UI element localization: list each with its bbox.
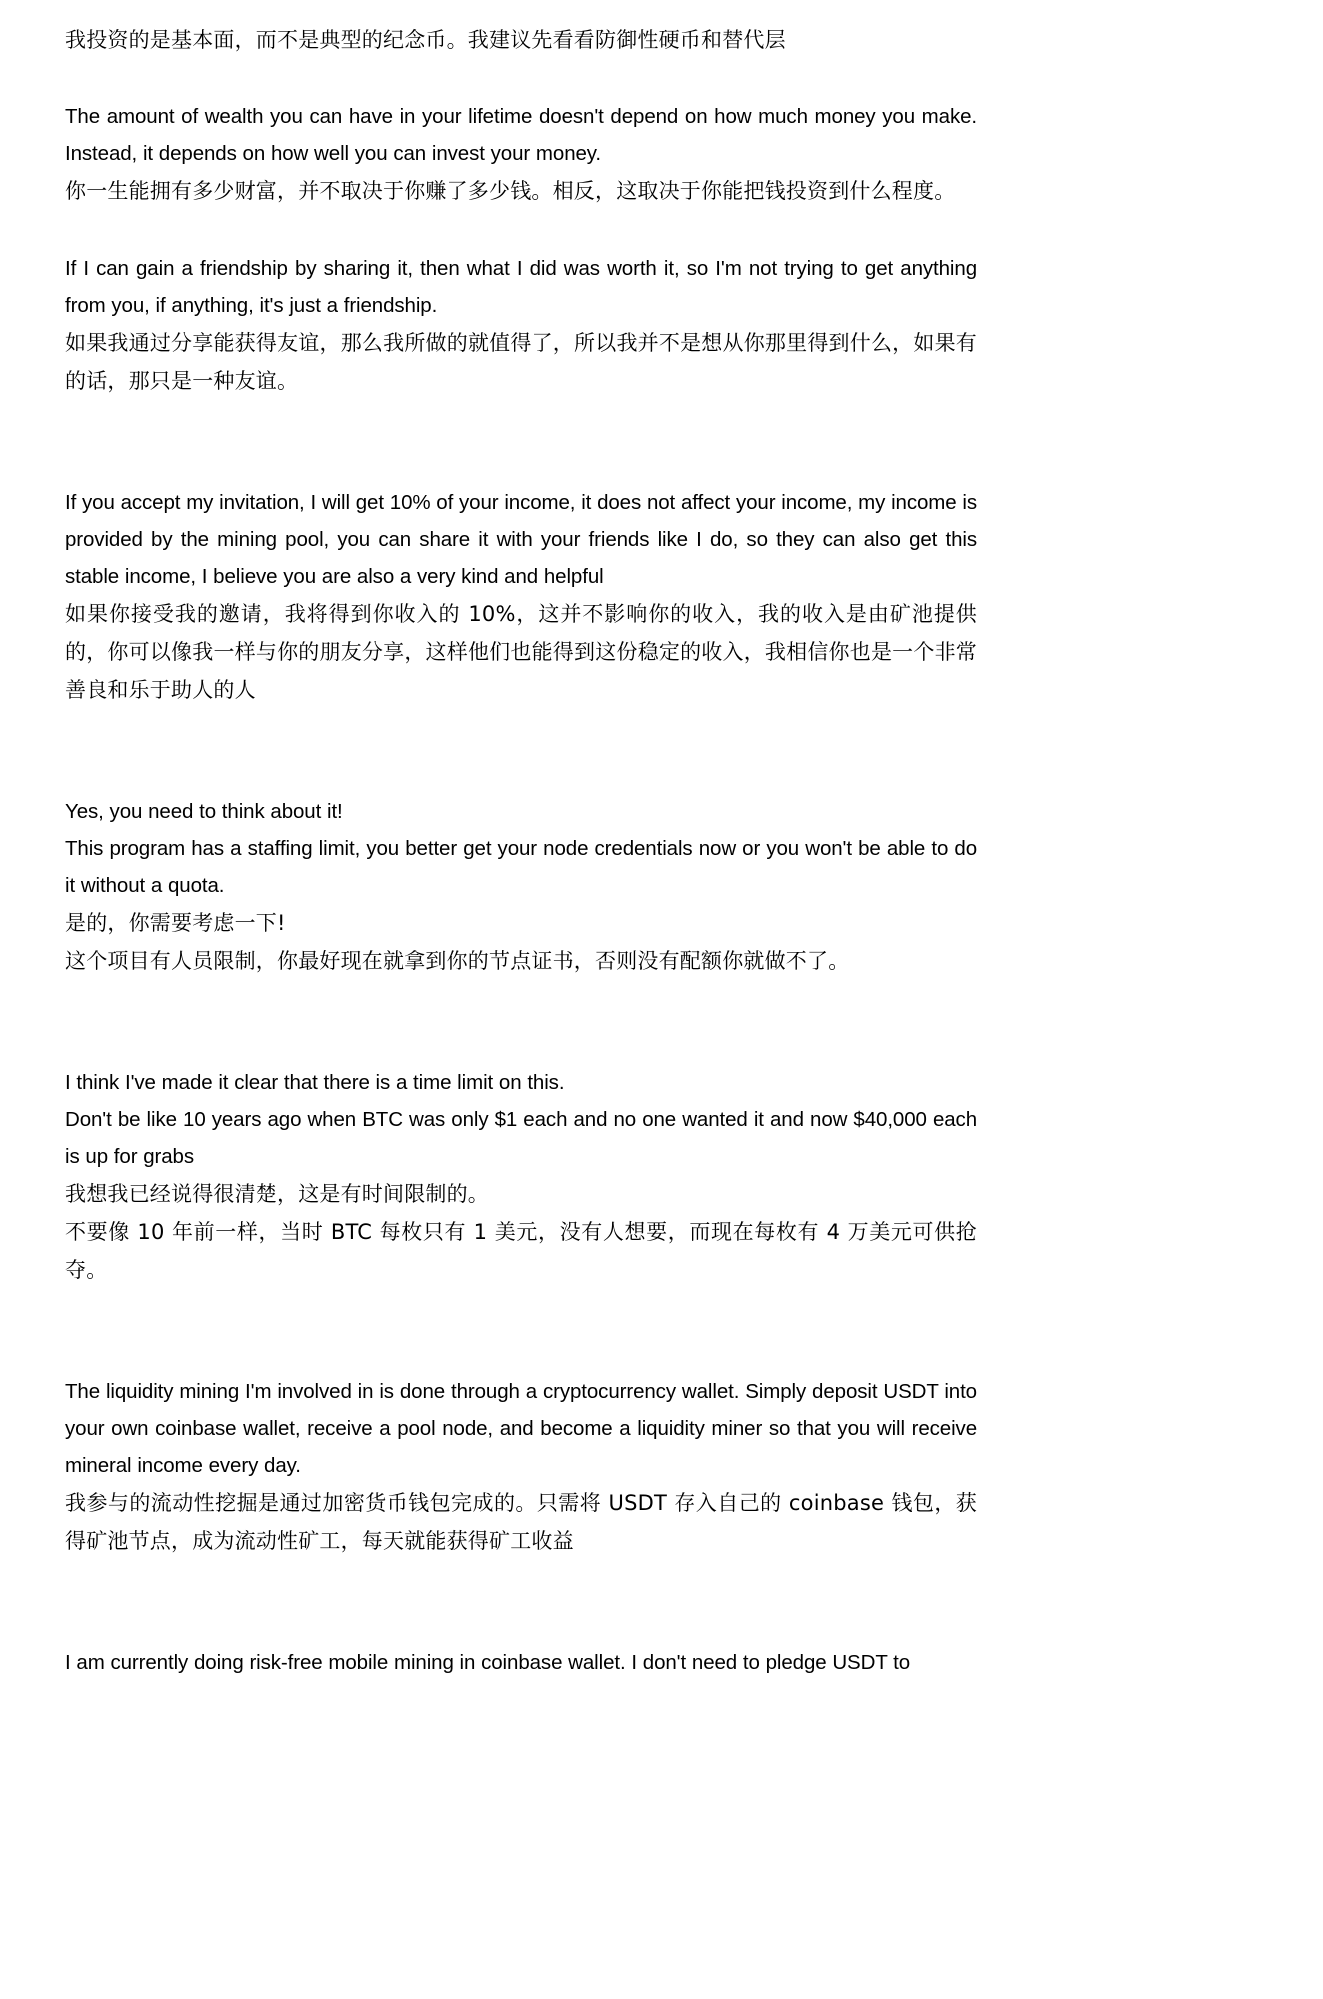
paragraph-think-zh-2: 这个项目有人员限制，你最好现在就拿到你的节点证书，否则没有配额你就做不了。 — [65, 949, 850, 973]
paragraph-intro-zh: 我投资的是基本面，而不是典型的纪念币。我建议先看看防御性硬币和替代层 — [65, 28, 786, 52]
paragraph-think-en-1: Yes, you need to think about it! — [65, 800, 343, 823]
spacer — [65, 709, 977, 793]
spacer — [65, 210, 977, 250]
paragraph-timelimit-zh-2: 不要像 10 年前一样，当时 BTC 每枚只有 1 美元，没有人想要，而现在每枚有 4 万美元可供抢夺。 — [65, 1220, 977, 1282]
paragraph-timelimit-en-1: I think I've made it clear that there is a time limit on this. — [65, 1071, 565, 1094]
paragraph-invitation-en: If you accept my invitation, I will get 10% of your income, it does not affect your income, my income is provided by the mining pool, you can share it with your friends like I do, so they can also get this stable income, I believe you are also a very kind and helpful — [65, 491, 977, 588]
paragraph-friendship-en: If I can gain a friendship by sharing it, then what I did was worth it, so I'm not trying to get anything from you, if anything, it's just a friendship. — [65, 257, 977, 317]
text-column — [65, 22, 977, 1681]
paragraph-invitation-zh: 如果你接受我的邀请，我将得到你收入的 10%，这并不影响你的收入，我的收入是由矿池提供的，你可以像我一样与你的朋友分享，这样他们也能得到这份稳定的收入，我相信你也是一个非常善良和乐于助人的人 — [65, 602, 977, 702]
spacer — [65, 58, 977, 98]
paragraph-wealth-zh: 你一生能拥有多少财富，并不取决于你赚了多少钱。相反，这取决于你能把钱投资到什么程度。 — [65, 179, 956, 203]
spacer — [65, 400, 977, 484]
spacer — [65, 1560, 977, 1644]
paragraph-timelimit-zh-1: 我想我已经说得很清楚，这是有时间限制的。 — [65, 1182, 489, 1206]
paragraph-think-en-2: This program has a staffing limit, you better get your node credentials now or you won't be able to do it without a quota. — [65, 837, 977, 897]
spacer — [65, 1289, 977, 1373]
paragraph-liquidity-zh: 我参与的流动性挖掘是通过加密货币钱包完成的。只需将 USDT 存入自己的 coinbase 钱包，获得矿池节点，成为流动性矿工，每天就能获得矿工收益 — [65, 1491, 977, 1553]
paragraph-think-zh-1: 是的，你需要考虑一下! — [65, 911, 286, 935]
paragraph-timelimit-en-2: Don't be like 10 years ago when BTC was only $1 each and no one wanted it and now $40,000 each is up for grabs — [65, 1108, 977, 1168]
paragraph-wealth-en: The amount of wealth you can have in your lifetime doesn't depend on how much money you make. Instead, it depends on how well you can invest your money. — [65, 105, 977, 165]
paragraph-riskfree-en: I am currently doing risk-free mobile mining in coinbase wallet. I don't need to pledge USDT to — [65, 1651, 911, 1674]
spacer — [65, 980, 977, 1064]
paragraph-liquidity-en: The liquidity mining I'm involved in is done through a cryptocurrency wallet. Simply deposit USDT into your own coinbase wallet, receive a pool node, and become a liquidity miner so that you will receive mineral income every day. — [65, 1380, 977, 1477]
paragraph-friendship-zh: 如果我通过分享能获得友谊，那么我所做的就值得了，所以我并不是想从你那里得到什么，如果有的话，那只是一种友谊。 — [65, 331, 977, 393]
